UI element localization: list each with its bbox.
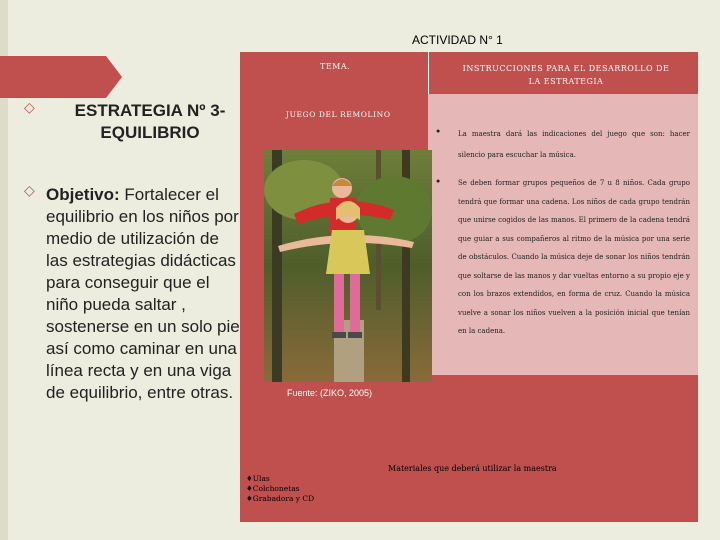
strategy-heading: ESTRATEGIA Nº 3-EQUILIBRIO xyxy=(74,101,226,142)
slide-title: ACTIVIDAD N° 1 xyxy=(412,33,503,47)
photo-illustration xyxy=(264,150,432,382)
instructions-header: INSTRUCCIONES PARA EL DESARROLLO DE LA ESTRATEGIA xyxy=(462,64,670,86)
instruction-item-1: La maestra dará las indicaciones del juego que son: hacer silencio para escuchar la música. xyxy=(458,130,690,159)
photo-source: Fuente: (ZIKO, 2005) xyxy=(287,388,373,398)
diamond-bullet-icon: ◇ xyxy=(24,99,35,115)
tema-header: TEMA. xyxy=(320,62,351,71)
list-bullet-icon: ● xyxy=(436,178,441,185)
children-balancing-photo xyxy=(264,150,432,382)
materials-list xyxy=(246,474,314,504)
instruction-item-2: Se deben formar grupos pequeños de 7 u 8 niños. Cada grupo tendrá que formar una cadena. Los niños de cada grupo tendrán que unirse cogidos de las manos. El primero de la cadena tendrá que guiar a sus compañeros al ritmo de la música por una serie de obstáculos. Cuando la música deje de sonar los niños tendrán que soltarse de las manos y dar vueltas entorno a su propio eje y con los brazos extendidos, en forma de cruz. Cuando la música vuelve a sonar los niños vuelven a la posición inicial que tenían en la cadena. xyxy=(458,179,690,335)
diamond-bullet-icon: ◇ xyxy=(24,182,35,198)
list-item: ♦Colchonetas xyxy=(246,484,300,493)
list-bullet-icon: ● xyxy=(436,128,441,135)
materials-title: Materiales que deberá utilizar la maestra xyxy=(388,464,557,473)
objective-text xyxy=(46,184,241,404)
list-item: ♦Ulas xyxy=(246,474,270,483)
objective-label: Objetivo: xyxy=(46,185,120,204)
red-ribbon xyxy=(0,56,106,98)
game-name: JUEGO DEL REMOLINO xyxy=(286,110,391,119)
objective-body: Fortalecer el equilibrio en los niños por medio de utilización de las estrategias didácticas para conseguir que el niño pueda saltar , sostenerse en un solo pie así como caminar en una línea recta y en una viga de equilibrio, entre otras. xyxy=(46,185,240,402)
header-divider xyxy=(428,52,429,94)
list-item: ♦Grabadora y CD xyxy=(246,494,315,503)
